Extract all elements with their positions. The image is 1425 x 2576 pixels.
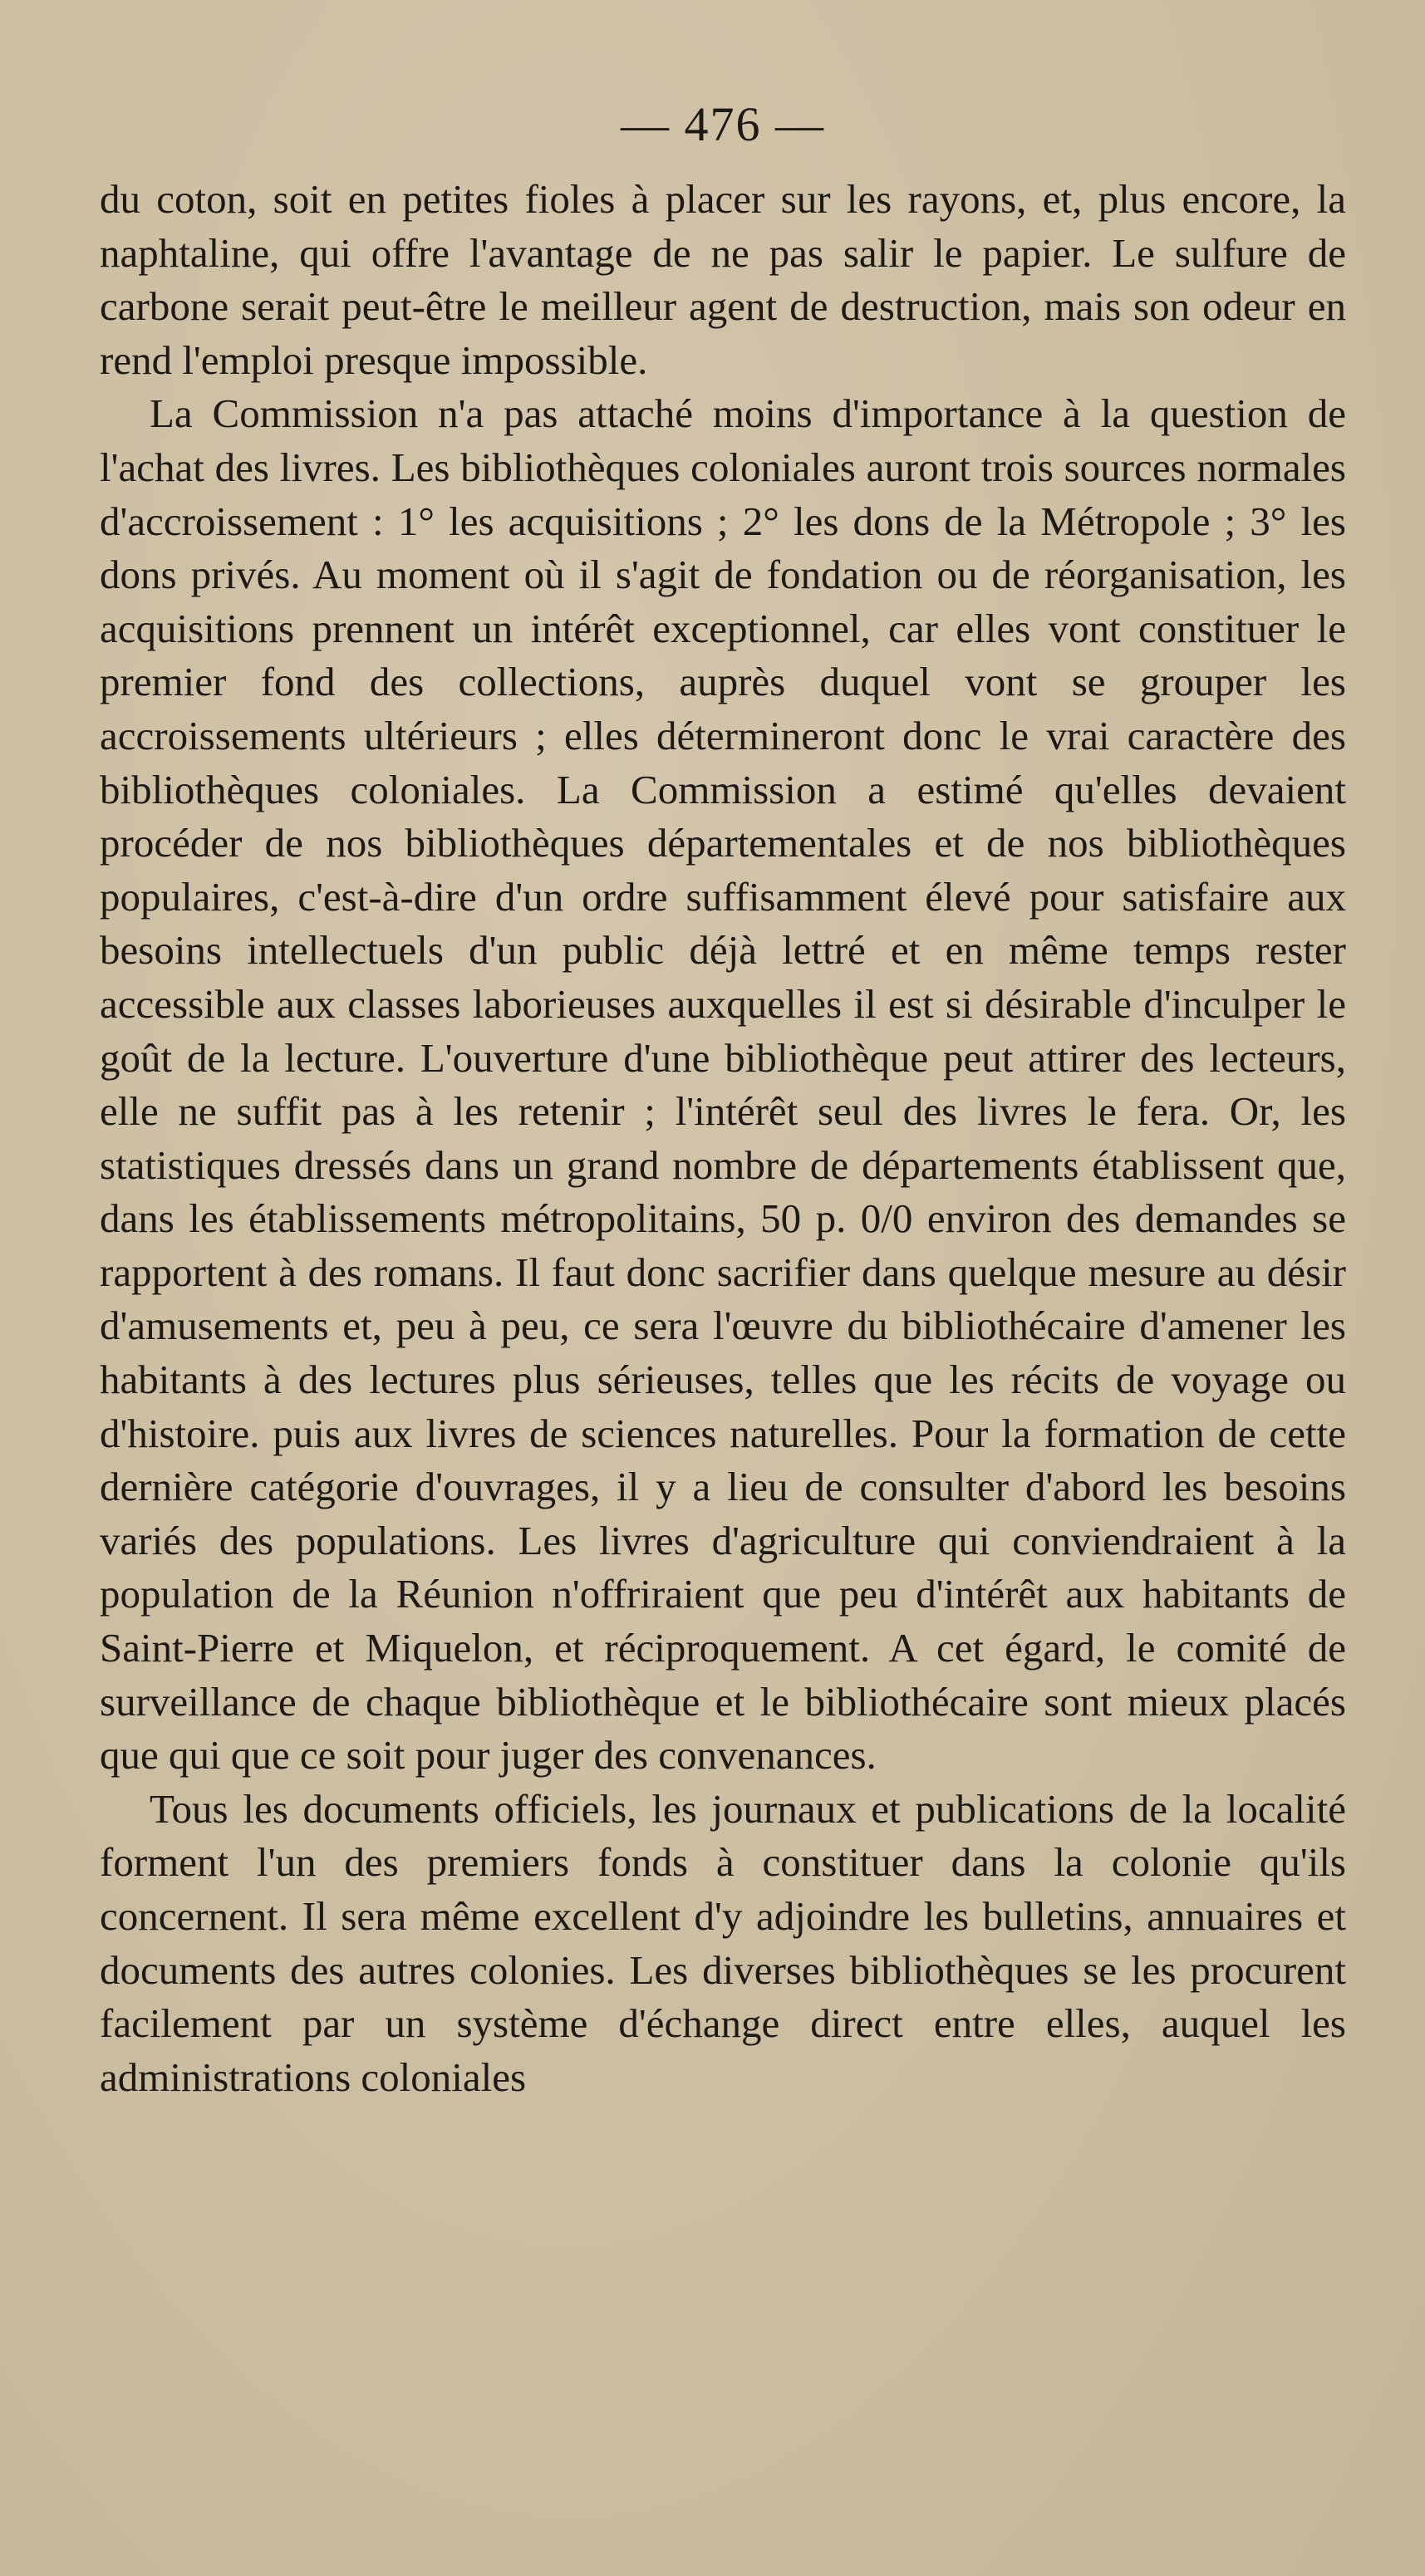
book-page <box>100 91 1346 2104</box>
page-number: — 476 — <box>621 97 825 151</box>
paragraph-1: du coton, soit en petites fioles à placer sur les rayons, et, plus encore, la naphtaline, qui offre l'avantage de ne pas salir le papier. Le sulfure de carbone serait peut-être le meilleur agent de destruction, mais son odeur en rend l'emploi presque impossible. <box>100 176 1346 383</box>
paragraph-3: Tous les documents officiels, les journaux et publications de la localité forment l'un des premiers fonds à constituer dans la colonie qu'ils concernent. Il sera même excellent d'y adjoindre les bulletins, annuaires et documents des autres colonies. Les diverses bibliothèques se les procurent facilement par un système d'échange direct entre elles, auquel les administrations coloniales <box>100 1785 1346 2100</box>
paragraph-2: La Commission n'a pas attaché moins d'importance à la question de l'achat des livres. Les bibliothèques coloniales auront trois sources normales d'accroissement : 1° les acquisitions ; 2° les dons de la Métropole ; 3° les dons privés. Au moment où il s'agit de fondation ou de réorganisation, les acquisitions prennent un intérêt exceptionnel, car elles vont constituer le premier fond des collections, auprès duquel vont se grouper les accroissements ultérieurs ; elles détermineront donc le vrai caractère des bibliothèques coloniales. La Commission a estimé qu'elles devaient procéder de nos bibliothèques départementales et de nos bibliothèques populaires, c'est-à-dire d'un ordre suffisamment élevé pour satisfaire aux besoins intellectuels d'un public déjà lettré et en même temps rester accessible aux classes laborieuses auxquelles il est si désirable d'inculper le goût de la lecture. L'ouverture d'une bibliothèque peut attirer des lecteurs, elle ne suffit pas à les retenir ; l'intérêt seul des livres le fera. Or, les statistiques dressés dans un grand nombre de départements établissent que, dans les établissements métropolitains, 50 p. 0/0 environ des demandes se rapportent à des romans. Il faut donc sacrifier dans quelque mesure au désir d'amusements et, peu à peu, ce sera l'œuvre du bibliothécaire d'amener les habitants à des lectures plus sérieuses, telles que les récits de voyage ou d'histoire. puis aux livres de sciences naturelles. Pour la formation de cette dernière catégorie d'ouvrages, il y a lieu de consulter d'abord les besoins variés des populations. Les livres d'agriculture qui conviendraient à la population de la Réunion n'offriraient que peu d'intérêt aux habitants de Saint-Pierre et Miquelon, et réciproquement. A cet égard, le comité de surveillance de chaque bibliothèque et le bibliothécaire sont mieux placés que qui que ce soit pour juger des convenances. <box>100 390 1346 1779</box>
